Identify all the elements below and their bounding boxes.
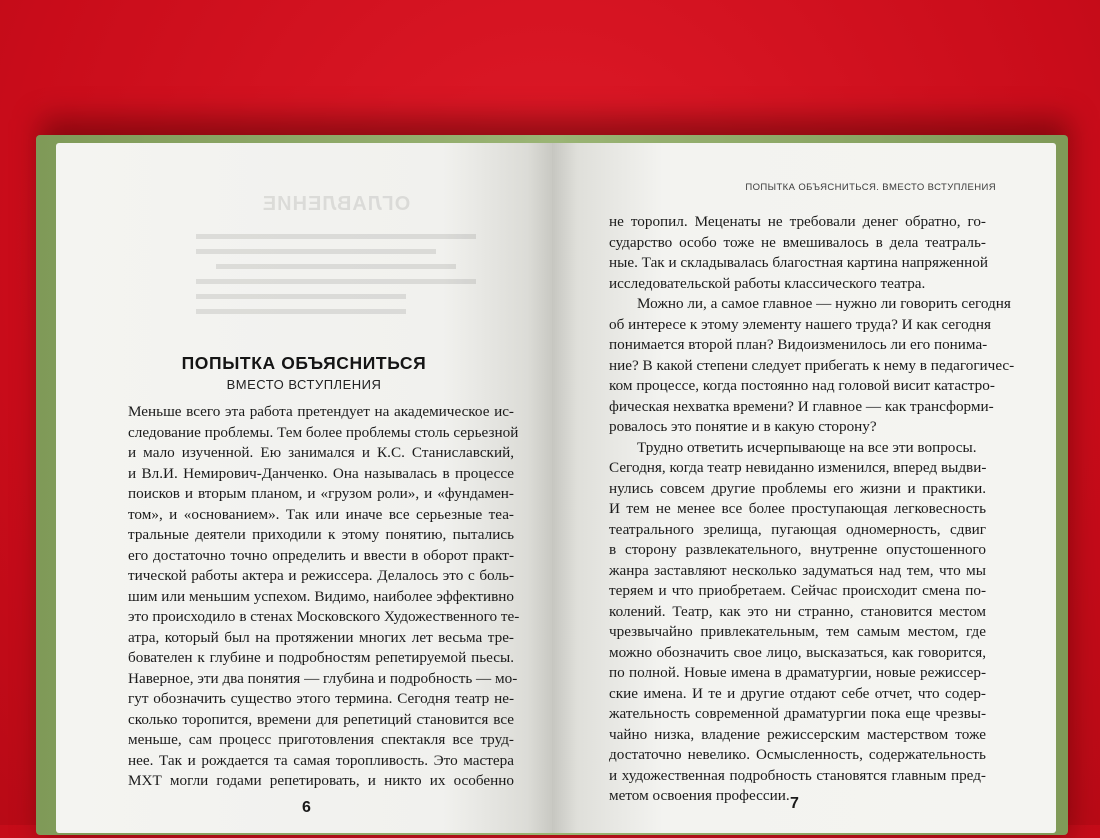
text-line: том», и «основанием». Так или иначе все серьезные теа-: [128, 505, 514, 523]
text-line: Трудно ответить исчерпывающе на все эти вопросы.: [637, 438, 977, 456]
text-line: тической работы актера и режиссера. Делалось это с боль-: [128, 567, 514, 584]
text-line: МХТ могли годами репетировать, и никто их особенно: [128, 772, 514, 789]
text-line: Сегодня, когда театр невиданно изменился, вперед выдви-: [609, 459, 987, 476]
text-line: фическая нехватка времени? И главное — как трансформи-: [609, 397, 994, 415]
bleed-through-title: ОГЛАВЛЕНИЕ: [261, 193, 411, 215]
text-line: атра, который был на протяжении многих лет весьма тре-: [128, 628, 514, 646]
text-line: об интересе к этому элементу нашего труда? И как сегодня: [609, 315, 991, 333]
text-line: бователен к глубине и подробностям репетируемой пьесы.: [128, 649, 514, 666]
text-line: не торопил. Меценаты не требовали денег обратно, го-: [609, 213, 986, 230]
left-page: [56, 143, 552, 833]
left-body-text: [128, 402, 520, 792]
bleed-through-line: [196, 294, 406, 299]
text-line: ком процессе, когда постоянно над головой висит катастро-: [609, 377, 995, 394]
text-line: гут обозначить существо этого термина. Сегодня театр не-: [128, 690, 514, 707]
bleed-through-line: [196, 309, 406, 314]
text-line: достаточно невелико. Осмысленность, содержательность: [609, 746, 986, 763]
text-line: чайно низка, владение режиссерским мастерством тоже: [609, 725, 986, 743]
text-line: сударство особо тоже не вмешивалось в дела театраль-: [609, 233, 986, 251]
text-line: тральные деятели приходили к этому понятию, пытались: [128, 526, 514, 543]
text-line: и Вл.И. Немирович-Данченко. Она называлась в процессе: [128, 464, 514, 482]
text-line: шим или меньшим успехом. Видимо, наиболее эффективно: [128, 587, 514, 605]
bleed-through-line: [216, 264, 456, 269]
right-body-text: [609, 212, 1015, 807]
text-line: Меньше всего эта работа претендует на академическое ис-: [128, 403, 514, 420]
bleed-through-line: [196, 234, 476, 239]
text-line: ние? В какой степени следует прибегать к нему в педагогичес-: [609, 356, 1015, 374]
text-line: нулись совсем другие проблемы его жизни и практики.: [609, 479, 986, 497]
bleed-through-text: [176, 193, 496, 324]
text-line: метом освоения профессии.: [609, 787, 790, 804]
text-line: следование проблемы. Тем более проблемы столь серьезной: [128, 423, 519, 441]
text-line: в сторону развлекательного, внутренне опустошенного: [609, 541, 986, 558]
text-line: теряем и что приобретаем. Сейчас происходит смена по-: [609, 582, 986, 599]
text-line: ские имена. И те и другие отдают себе отчет, что содер-: [609, 684, 986, 702]
text-line: чрезвычайно привлекательным, тем самым местом, где: [609, 623, 986, 640]
page-number-right: 7: [790, 795, 799, 812]
text-line: поисков и вторым планом, и «грузом роли», и «фундамен-: [128, 485, 514, 502]
text-line: театрального зрелища, пугающая одномерность, сдвиг: [609, 520, 986, 538]
right-page: [552, 143, 1056, 833]
text-line: колений. Театр, как это ни странно, становится местом: [609, 602, 986, 620]
chapter-subtitle: ВМЕСТО ВСТУПЛЕНИЯ: [226, 377, 382, 392]
text-line: жательность современной драматургии пока еще чрезвы-: [609, 705, 986, 722]
text-line: его достаточно точно определить и ввести в оборот практ-: [128, 546, 514, 564]
text-line: и мало изученной. Ею занимался и К.С. Станиславский,: [128, 444, 514, 461]
text-line: ровалось это понятие и в какую сторону?: [609, 418, 877, 435]
text-line: это происходило в стенах Московского Художественного те-: [128, 608, 520, 625]
text-line: понимается второй план? Видоизменилось ли его понима-: [609, 336, 988, 353]
text-line: Можно ли, а самое главное — нужно ли говорить сегодня: [637, 295, 1011, 312]
text-line: меньше, сам процесс приготовления спектакля все труд-: [128, 731, 514, 748]
text-line: и художественная подробность становятся главным пред-: [609, 766, 986, 784]
text-line: жанра заставляют несколько задуматься над тем, что мы: [609, 561, 986, 579]
chapter-title: ПОПЫТКА ОБЪЯСНИТЬСЯ: [181, 353, 427, 373]
text-line: ные. Так и складывалась благостная картина напряженной: [609, 254, 989, 271]
text-line: И тем не менее все более проступающая легковесность: [609, 500, 986, 517]
text-line: по полной. Новые имена в драматургии, новые режиссер-: [609, 664, 986, 681]
text-line: исследовательской работы классического театра.: [609, 274, 926, 292]
page-number-left: 6: [302, 799, 311, 816]
bleed-through-line: [196, 279, 476, 284]
text-line: сколько торопится, времени для репетиций становится все: [128, 710, 514, 728]
text-line: можно обозначить свое лицо, высказаться, как говорится,: [609, 643, 986, 661]
bleed-through-line: [196, 249, 436, 254]
running-head: ПОПЫТКА ОБЪЯСНИТЬСЯ. ВМЕСТО ВСТУПЛЕНИЯ: [745, 182, 996, 193]
text-line: нее. Так и рождается та самая торопливость. Это мастера: [128, 751, 514, 769]
text-line: Наверное, эти два понятия — глубина и подробность — мо-: [128, 669, 518, 687]
